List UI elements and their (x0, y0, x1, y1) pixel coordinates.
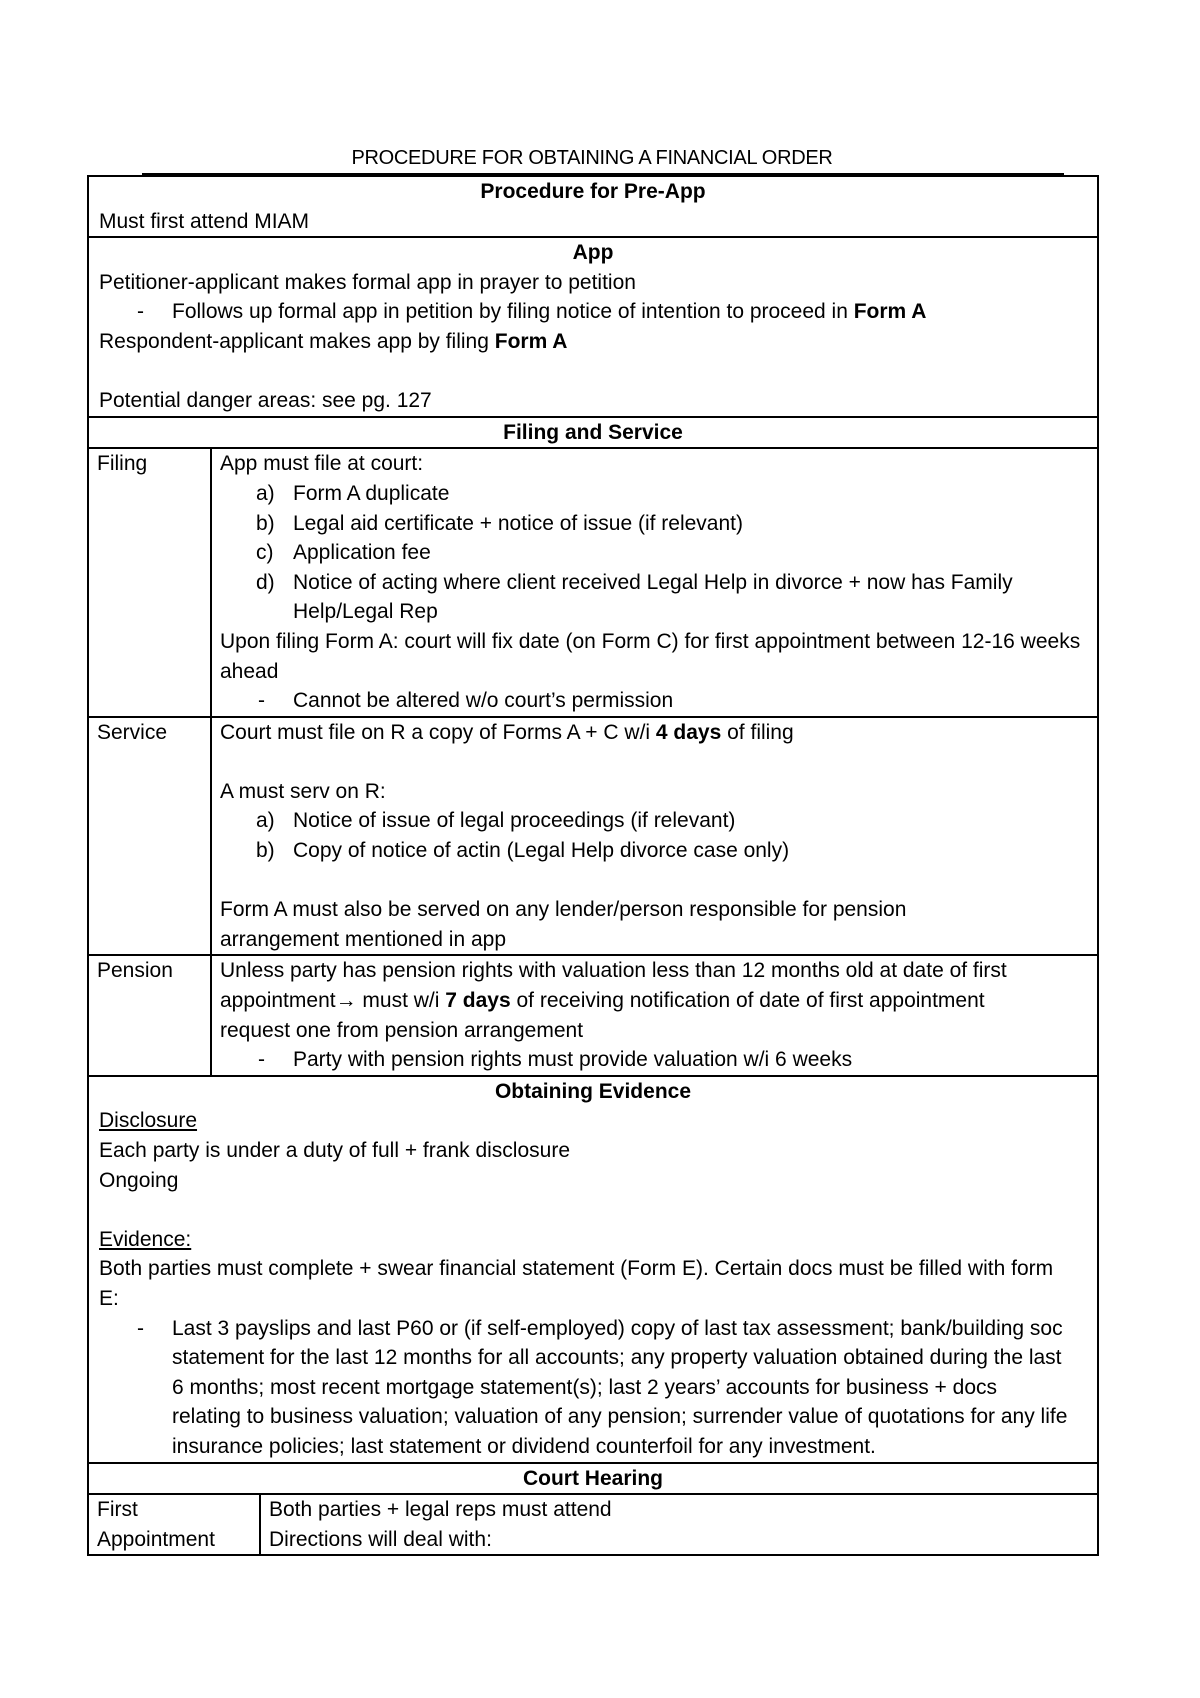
filing-label-cell (88, 448, 211, 716)
filing-content-cell (211, 448, 1098, 716)
item-text: Application fee (293, 541, 431, 565)
app-section (88, 237, 1098, 417)
service-row (88, 717, 1098, 956)
pension-line-3: request one from pension arrangement (220, 1018, 584, 1042)
filing-service-heading: Filing and Service (503, 420, 683, 444)
service-content-cell (211, 717, 1098, 956)
dash-marker: - (258, 1048, 265, 1072)
first-appointment-line-1: Both parties + legal reps must attend (269, 1498, 612, 1522)
filing-intro: App must file at court: (220, 452, 424, 476)
pension-label-cell (88, 955, 211, 1075)
service-label: Service (97, 720, 168, 744)
filing-upon: Upon filing Form A: court will fix date (on Form C) for first appointment between 12-16 weeks ahead (220, 629, 1081, 683)
app-bullet-text: Follows up formal app in petition by filing notice of intention to proceed in (172, 300, 854, 324)
item-text: Notice of issue of legal proceedings (if relevant) (293, 809, 736, 833)
pension-label: Pension (97, 959, 173, 983)
dash-marker: - (137, 1316, 144, 1340)
pension-bullet-text: Party with pension rights must provide valuation w/i 6 weeks (293, 1048, 853, 1072)
disclosure-line-1: Each party is under a duty of full + frank disclosure (99, 1139, 570, 1162)
item-text: Form A duplicate (293, 481, 450, 505)
item-text: Legal aid certificate + notice of issue (if relevant) (293, 511, 743, 535)
item-marker: d) (256, 570, 275, 594)
evidence-bullet (99, 1314, 1087, 1462)
filing-label: Filing (97, 452, 148, 476)
disclosure-line-2: Ongoing (99, 1168, 179, 1192)
pension-line-2-end: of receiving notification of date of first appointment (510, 989, 985, 1013)
dash-marker: - (258, 689, 265, 713)
pension-line-1: Unless party has pension rights with valuation less than 12 months old at date of first (220, 959, 1007, 983)
app-bullet (99, 297, 1087, 327)
app-heading: App (572, 241, 614, 265)
app-danger-line: Potential danger areas: see pg. 127 (99, 389, 432, 413)
pre-app-heading: Procedure for Pre-App (480, 180, 706, 203)
service-line-1-text: Court must file on R a copy of Forms A + C w/i (220, 720, 656, 744)
evidence-line: Both parties must complete + swear financial statement (Form E). Certain docs must be filled with form E: (99, 1257, 1054, 1310)
service-item-b (220, 836, 1089, 866)
evidence-section (88, 1076, 1098, 1463)
item-marker: a) (256, 809, 275, 833)
service-line-2: A must serv on R: (220, 779, 386, 803)
evidence-heading: Obtaining Evidence (494, 1079, 692, 1103)
filing-item-d (220, 568, 1089, 627)
right-arrow-icon: → (335, 989, 357, 1013)
first-appointment-content-cell (260, 1494, 1098, 1555)
first-appointment-label: First Appointment (97, 1498, 215, 1551)
pension-row (88, 955, 1098, 1075)
app-line-2-bold: Form A (494, 329, 568, 353)
pension-line-2 (220, 986, 1089, 1016)
filing-item-b (220, 509, 1089, 539)
evidence-subheading: Evidence: (99, 1227, 192, 1251)
item-marker: c) (256, 541, 274, 565)
app-line-2 (99, 327, 1087, 357)
disclosure-heading: Disclosure (99, 1109, 198, 1133)
pension-line-2-bold: 7 days (445, 989, 511, 1013)
evidence-bullet-text: Last 3 payslips and last P60 or (if self-employed) copy of last tax assessment; bank/building soc statement for the last 12 months for all accounts; any property valuation obtained during the last 6 months; most recent mortgage statement(s); last 2 years’ accounts for business + docs relating to business valuation; valuation of any pension; surrender value of quotations for any life insurance policies; last statement or dividend counterfoil for any investment. (172, 1316, 1068, 1458)
app-bullet-bold: Form A (853, 300, 927, 324)
filing-service-heading-row (88, 417, 1098, 449)
document-title: PROCEDURE FOR OBTAINING A FINANCIAL ORDER (351, 147, 833, 169)
item-marker: b) (256, 839, 275, 863)
filing-bullet-text: Cannot be altered w/o court’s permission (293, 689, 674, 713)
service-line-3: Form A must also be served on any lender/person responsible for pension arrangement mentioned in app (220, 898, 907, 951)
item-text: Notice of acting where client received Legal Help in divorce + now has Family Help/Legal Rep (293, 570, 1013, 624)
service-item-a (220, 806, 1089, 836)
filing-item-c (220, 538, 1089, 568)
first-appointment-label-cell (88, 1494, 260, 1555)
court-heading-row (88, 1463, 1098, 1495)
service-label-cell (88, 717, 211, 956)
pre-app-line: Must first attend MIAM (99, 209, 310, 233)
filing-item-a (220, 479, 1089, 509)
service-line-1-bold: 4 days (655, 720, 722, 744)
court-heading: Court Hearing (522, 1466, 663, 1490)
app-line-1: Petitioner-applicant makes formal app in prayer to petition (99, 270, 636, 294)
filing-bullet (220, 686, 1089, 716)
procedure-table (87, 175, 1099, 1556)
service-line-1-end: of filing (721, 720, 794, 744)
item-marker: a) (256, 481, 275, 505)
service-line-1 (220, 718, 1089, 748)
filing-row (88, 448, 1098, 716)
app-line-2-text: Respondent-applicant makes app by filing (99, 329, 495, 353)
pre-app-section (88, 176, 1098, 237)
item-marker: b) (256, 511, 275, 535)
pension-line-2-mid: must w/i (356, 989, 446, 1013)
first-appointment-row (88, 1494, 1098, 1555)
pension-content-cell (211, 955, 1098, 1075)
pension-line-2-text: appointment (220, 989, 336, 1013)
dash-marker: - (137, 300, 144, 324)
first-appointment-line-2: Directions will deal with: (269, 1527, 492, 1551)
item-text: Copy of notice of actin (Legal Help divorce case only) (293, 839, 790, 863)
pension-bullet (220, 1045, 1089, 1075)
